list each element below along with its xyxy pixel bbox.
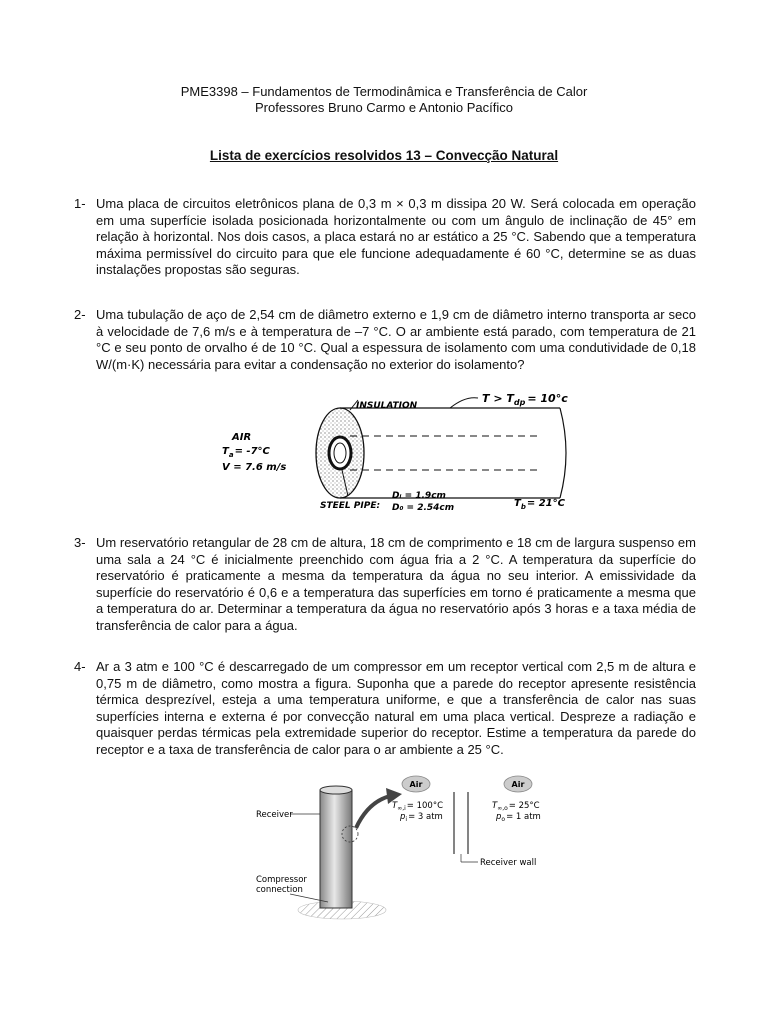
receiver-cylinder: [320, 790, 352, 908]
air-outside-cloud: [504, 776, 532, 792]
question-text: Uma placa de circuitos eletrônicos plana de 0,3 m × 0,3 m dissipa 20 W. Será colocada em operação em uma superfície isolada posicionada horizontalmente ou com um ângulo de inclinação de 45° em relação à horizontal. Nos dois casos, a placa estará no ar estático a 25 °C. Sabendo que a temperatura máxima permissível do circuito para que ele funcione adequadamente é 60 °C, determine se as duas instalações propostas são seguras.: [96, 196, 696, 277]
question-4: [74, 659, 696, 758]
air-inside-cloud: [402, 776, 430, 792]
question-text: Ar a 3 atm e 100 °C é descarregado de um compressor em um receptor vertical com 2,5 m de altura e 0,75 m de diâmetro, como mostra a figura. Suponha que a parede do receptor apresente resistência térmica desprezível, esteja a uma temperatura uniforme, e que a transferência de calor nas suas superfícies interna e externa é por convecção natural em uma placa vertical. Despreze a radiação e quaisquer perdas térmicas pela extremidade superior do receptor. Estime a temperatura da parede do receptor e a taxa de transferência de calor para o ar ambiente a 25 °C.: [96, 659, 696, 757]
course-title: PME3398 – Fundamentos de Termodinâmica e Transferência de Calor: [180, 84, 588, 99]
air-temp-label: $T_a= -7^\circ C$: [222, 446, 270, 459]
list-title: [0, 148, 768, 163]
question-2: [74, 307, 696, 373]
outer-diameter-label: D₀ = 2.54cm: [392, 503, 455, 513]
outside-temp-label: $T_{\infty,o}= 25^\circ C$: [492, 801, 540, 812]
question-text: Uma tubulação de aço de 2,54 cm de diâmetro externo e 1,9 cm de diâmetro interno transporta ar seco à velocidade de 7,6 m/s e à temperatura de –7 °C. O ar ambiente está parado, com temperatura de 21 °C e seu ponto de orvalho é de 10 °C. Qual a espessura de isolamento com uma condutividade de 0,18 W/(m·K) necessária para evitar a condensação no exterior do isolamento?: [96, 307, 696, 372]
question-number: 4-: [74, 659, 86, 674]
question-number: 3-: [74, 535, 86, 550]
question-number: 2-: [74, 307, 86, 322]
question-text: Um reservatório retangular de 28 cm de altura, 18 cm de comprimento e 18 cm de largura suspenso em uma sala a 24 °C é inicialmente preenchido com água fria a 2 °C. A temperatura da superfície do reservatório é praticamente a mesma da temperatura da água no seu interior. A emissividade da superfície do reservatório é 0,6 e a temperatura das superfícies em torno é praticamente a mesma que a temperatura do ar. Determinar a temperatura da água no reservatório após 3 horas e a taxa média de transferência de calor para a água.: [96, 535, 696, 633]
insulation-label: INSULATION: [356, 401, 418, 411]
outside-pressure-label: $p_o= 1$ atm: [496, 812, 541, 823]
insulated-pipe-figure: [220, 388, 600, 518]
steel-pipe-label: STEEL PIPE:: [320, 501, 381, 511]
professors-line: Professores Bruno Carmo e Antonio Pacífico: [255, 100, 513, 115]
compressor-label-1: Compressor: [256, 875, 307, 885]
svg-text:Air: Air: [409, 780, 423, 789]
surface-temp-label: $T > T_{dp} = 10^\circ c$: [482, 392, 568, 407]
inside-pressure-label: $p_i= 3$ atm: [400, 812, 443, 823]
svg-text:Air: Air: [511, 780, 525, 789]
inside-temp-label: $T_{\infty,i}= 100^\circ C$: [392, 801, 444, 812]
receiver-wall-label: Receiver wall: [480, 858, 537, 868]
air-velocity-label: V = 7.6 m/s: [222, 462, 287, 473]
receiver-figure: [250, 772, 570, 932]
list-title-text: Lista de exercícios resolvidos 13 – Convecção Natural: [209, 148, 559, 163]
receiver-label: Receiver: [256, 810, 293, 820]
compressor-label-2: connection: [256, 885, 303, 895]
air-label: AIR: [232, 432, 252, 443]
question-number: 1-: [74, 196, 86, 211]
course-header: [0, 84, 768, 116]
ambient-temp-label: $T_b= 21^\circ C$: [514, 498, 565, 511]
question-3: [74, 535, 696, 634]
inner-diameter-label: Dᵢ = 1.9cm: [392, 491, 446, 501]
question-1: [74, 196, 696, 279]
